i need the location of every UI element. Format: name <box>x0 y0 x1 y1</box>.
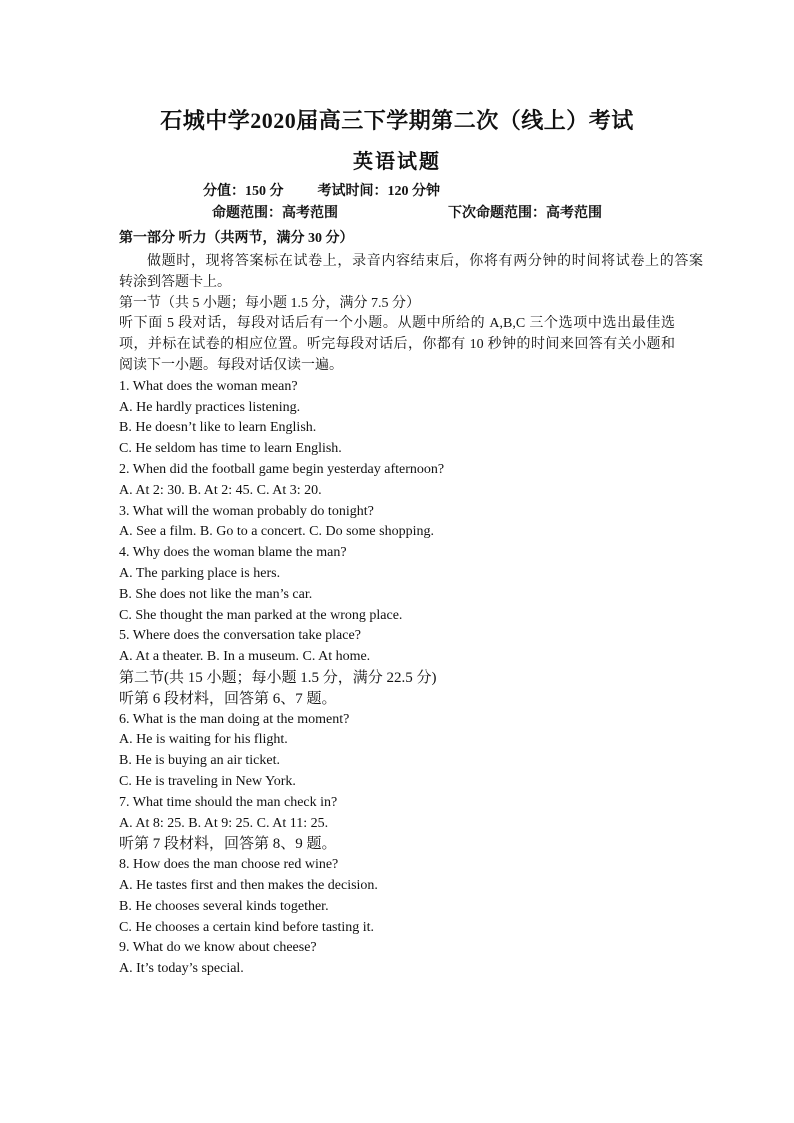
q2-options: A. At 2: 30. B. At 2: 45. C. At 3: 20. <box>119 482 322 498</box>
q3-question: 3. What will the woman probably do tonight? <box>119 503 374 519</box>
next-scope-label: 下次命题范围：高考范围 <box>448 206 602 221</box>
score-label: 分值：150 分 <box>203 184 284 199</box>
q3-options: A. See a film. B. Go to a concert. C. Do some shopping. <box>119 524 434 540</box>
section1-directions-line1: 听下面 5 段对话，每段对话后有一个小题。从题中所给的 A,B,C 三个选项中选出最佳选 <box>119 316 675 332</box>
section1-heading: 第一节（共 5 小题；每小题 1.5 分，满分 7.5 分） <box>119 295 420 311</box>
q6-question: 6. What is the man doing at the moment? <box>119 711 350 727</box>
q1-question: 1. What does the woman mean? <box>119 378 298 394</box>
q7-question: 7. What time should the man check in? <box>119 794 338 810</box>
time-label: 考试时间：120 分钟 <box>317 184 440 199</box>
q8-option-b: B. He chooses several kinds together. <box>119 898 329 914</box>
q4-option-b: B. She does not like the man’s car. <box>119 586 313 602</box>
exam-title: 石城中学2020届高三下学期第二次（线上）考试 <box>160 108 634 133</box>
section2-heading: 第二节(共 15 小题；每小题 1.5 分，满分 22.5 分) <box>119 669 437 686</box>
q4-option-a: A. The parking place is hers. <box>119 565 281 581</box>
exam-meta-score-time <box>203 180 440 200</box>
section1-directions-line2: 项，并标在试卷的相应位置。听完每段对话后，你都有 10 秒钟的时间来回答有关小题和 <box>119 337 675 353</box>
q9-option-a: A. It’s today’s special. <box>119 961 244 977</box>
q8-option-a: A. He tastes first and then makes the decision. <box>119 877 378 893</box>
scope-label: 命题范围：高考范围 <box>212 206 338 221</box>
section2-material6: 听第 6 段材料，回答第 6、7 题。 <box>119 690 337 707</box>
part1-instructions-line1: 做题时，现将答案标在试卷上，录音内容结束后，你将有两分钟的时间将试卷上的答案 <box>147 254 703 269</box>
q1-option-b: B. He doesn’t like to learn English. <box>119 420 317 436</box>
section1-directions-line3: 阅读下一小题。每段对话仅读一遍。 <box>119 357 343 373</box>
section2-material7: 听第 7 段材料，回答第 8、9 题。 <box>119 836 337 853</box>
part1-instructions-line2: 转涂到答题卡上。 <box>119 274 231 290</box>
q1-option-a: A. He hardly practices listening. <box>119 399 301 415</box>
q2-question: 2. When did the football game begin yesterday afternoon? <box>119 461 445 477</box>
q6-option-c: C. He is traveling in New York. <box>119 773 296 789</box>
q5-question: 5. Where does the conversation take place? <box>119 628 361 644</box>
q4-option-c: C. She thought the man parked at the wrong place. <box>119 607 403 623</box>
q9-question: 9. What do we know about cheese? <box>119 940 317 956</box>
exam-subject: 英语试题 <box>353 151 441 173</box>
q1-option-c: C. He seldom has time to learn English. <box>119 441 342 457</box>
part1-heading: 第一部分 听力（共两节，满分 30 分） <box>119 231 354 246</box>
exam-body <box>119 252 703 980</box>
q7-options: A. At 8: 25. B. At 9: 25. C. At 11: 25. <box>119 815 329 831</box>
q4-question: 4. Why does the woman blame the man? <box>119 545 347 561</box>
q8-question: 8. How does the man choose red wine? <box>119 857 339 873</box>
q6-option-b: B. He is buying an air ticket. <box>119 753 280 769</box>
q8-option-c: C. He chooses a certain kind before tasting it. <box>119 919 375 935</box>
q6-option-a: A. He is waiting for his flight. <box>119 732 288 748</box>
exam-meta-scope <box>212 202 602 222</box>
q5-options: A. At a theater. B. In a museum. C. At home. <box>119 649 371 665</box>
